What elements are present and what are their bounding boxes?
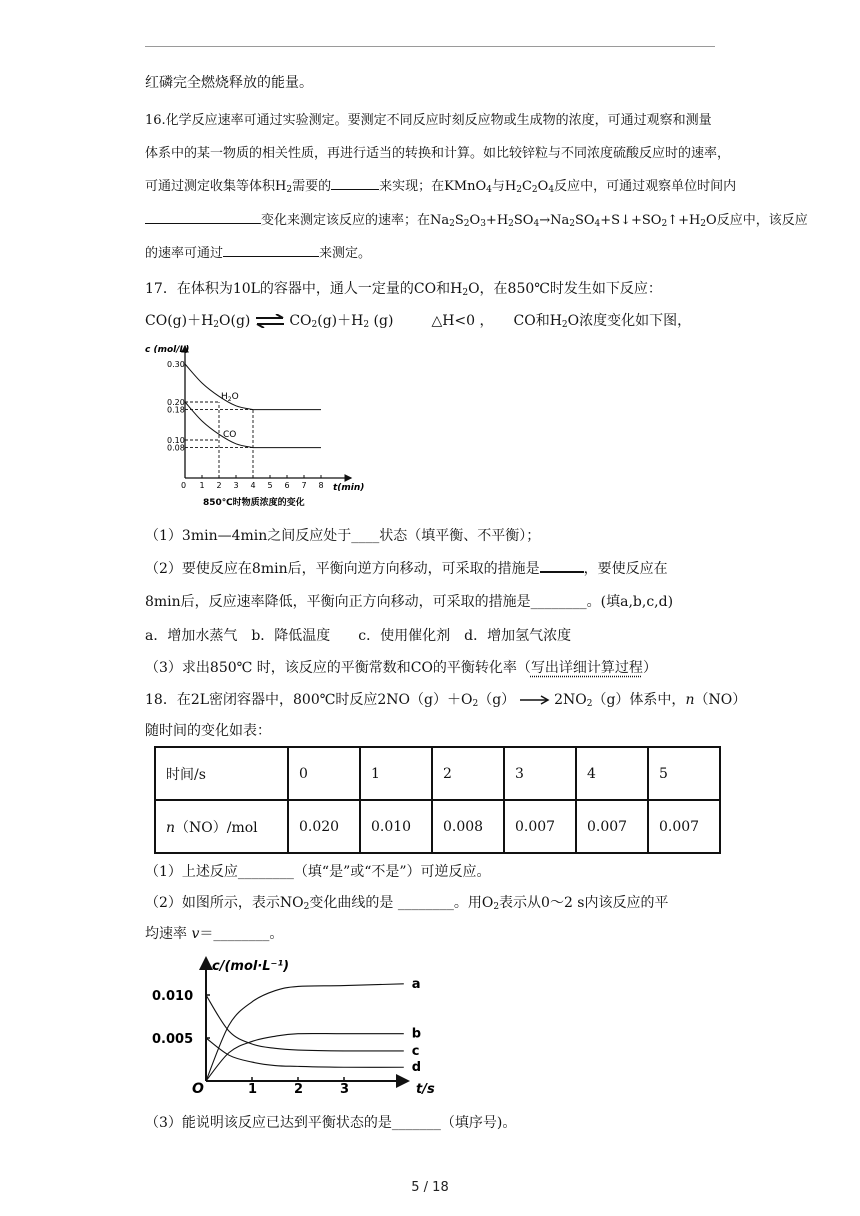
table-row-label: n（NO）/mol bbox=[155, 800, 288, 853]
series-label-a: a bbox=[411, 976, 421, 992]
q16-line-4: 变化来测定该反应的速率；在$Na_2S_2O_3+H_2SO_4\to Na_2SO_4+S↓+SO_2↑+H_2O$反应中，该反应 bbox=[145, 209, 808, 228]
q17-options: a．增加水蒸气 b．降低温度 c．使用催化剂 d．增加氢气浓度 bbox=[145, 628, 572, 644]
x-tick-label: 7 bbox=[301, 481, 307, 490]
q17-equation: $CO(g)+H_2O(g)$ $CO_2(g)+H_2$ (g) △H<0 ， CO和$H_2O$浓度变化如下图， bbox=[145, 313, 692, 330]
tick-labels bbox=[167, 360, 324, 490]
table-cell: 2 bbox=[432, 747, 504, 800]
reaction-arrow-icon bbox=[520, 695, 550, 705]
table-cell: 1 bbox=[360, 747, 432, 800]
q16-line-5: 的速率可通过 来测定。 bbox=[145, 246, 372, 261]
q16-line-1: 16.化学反应速率可通过实验测定。要测定不同反应时刻反应物或生成物的浓度，可通过观察和测量 bbox=[145, 113, 712, 128]
q15-tail: 红磷完全燃烧释放的能量。 bbox=[145, 75, 313, 91]
x-axis-label: t/s bbox=[416, 1082, 435, 1097]
q17-intro: 17．在体积为10L的容器中，通人一定量的CO和$H_2O$，在850℃时发生如下反应： bbox=[145, 281, 662, 298]
x-tick-label: 1 bbox=[199, 481, 205, 490]
blank-q17-2[interactable] bbox=[540, 559, 584, 573]
q18-part-1: （1）上述反应________（填“是”或“不是”）可逆反应。 bbox=[145, 864, 491, 880]
origin-label: O bbox=[192, 1081, 204, 1097]
q18-intro-2: 随时间的变化如表： bbox=[145, 723, 271, 739]
x-tick-label: 4 bbox=[250, 481, 256, 490]
y-axis-label: c (mol/L) bbox=[145, 345, 190, 355]
table-cell: 0.007 bbox=[576, 800, 648, 853]
table-cell: 时间/s bbox=[155, 747, 288, 800]
y-tick-label: 0.20 bbox=[167, 398, 185, 407]
table-cell: 4 bbox=[576, 747, 648, 800]
table-cell: 0.020 bbox=[288, 800, 360, 853]
q18-part-2a: （2）如图所示，表示$NO_2$变化曲线的是 ________。用$O_2$表示从0～2 s内该反应的平 bbox=[145, 895, 669, 912]
series-label-h2o: $H_2O$ bbox=[221, 392, 239, 403]
series-label-co: CO bbox=[223, 430, 237, 440]
table-cell: 0.008 bbox=[432, 800, 504, 853]
x-tick-label: 3 bbox=[340, 1082, 350, 1097]
q16-line-3: 可通过测定收集等体积$H_2$需要的 来实现；在KMnO$_4$与$H_2C_2O_4$反应中，可通过观察单位时间内 bbox=[145, 179, 737, 195]
q17-part-1: （1）3min—4min之间反应处于____状态（填平衡、不平衡）； bbox=[145, 528, 541, 544]
origin-label: 0 bbox=[181, 481, 187, 490]
blank-q16-2[interactable] bbox=[145, 211, 261, 224]
page-number: 5 / 18 bbox=[411, 1180, 449, 1195]
x-tick-label: 3 bbox=[233, 481, 239, 490]
series-label-d: d bbox=[411, 1060, 422, 1076]
header-rule bbox=[145, 46, 715, 47]
q17-part-3: （3）求出850℃ 时，该反应的平衡常数和CO的平衡转化率（写出详细计算过程） bbox=[145, 660, 657, 676]
table-row bbox=[155, 800, 720, 853]
series-line-b bbox=[206, 1034, 404, 1081]
table-cell: 5 bbox=[648, 747, 720, 800]
y-axis-label: c/(mol·L⁻¹) bbox=[212, 959, 290, 974]
table-cell: 3 bbox=[504, 747, 576, 800]
blank-q16-1[interactable] bbox=[331, 177, 379, 190]
y-tick-label: 0.010 bbox=[152, 989, 194, 1004]
y-tick-label: 0.10 bbox=[167, 436, 185, 445]
y-tick-label: 0.18 bbox=[167, 405, 185, 415]
x-axis-label: t(min) bbox=[333, 483, 365, 493]
series-label-c: c bbox=[411, 1043, 420, 1059]
q18-intro: 18．在2L密闭容器中，800℃时反应$2NO(g)+O_2(g)$ $2NO_2(g)$体系中，n（NO） bbox=[145, 692, 747, 709]
y-tick-label: 0.30 bbox=[167, 360, 185, 369]
x-tick-label: 1 bbox=[248, 1082, 258, 1097]
q18-part-2b: 均速率 v＝________。 bbox=[145, 926, 284, 942]
table-cell: 0.007 bbox=[648, 800, 720, 853]
q17-part-2b: 8min后，反应速率降低，平衡向正方向移动，可采取的措施是________。(填a,b,c,d) bbox=[145, 594, 674, 610]
equilibrium-arrow-icon bbox=[255, 314, 285, 328]
table-cell: 0.010 bbox=[360, 800, 432, 853]
y-tick-label: 0.005 bbox=[152, 1032, 194, 1047]
x-tick-label: 5 bbox=[267, 481, 273, 490]
no-amount-table bbox=[154, 746, 721, 854]
concentration-chart-850 bbox=[143, 340, 368, 510]
q18-part-3: （3）能说明该反应已达到平衡状态的是_______（填序号)。 bbox=[145, 1115, 517, 1131]
q16-line-2: 体系中的某一物质的相关性质，再进行适当的转换和计算。如比较锌粒与不同浓度硫酸反应时的速率， bbox=[145, 146, 731, 161]
x-tick-label: 8 bbox=[318, 481, 324, 490]
table-cell: 0 bbox=[288, 747, 360, 800]
y-tick-label: 0.08 bbox=[167, 443, 185, 453]
x-tick-label: 6 bbox=[284, 481, 290, 490]
chart-caption: 850℃时物质浓度的变化 bbox=[203, 498, 305, 508]
table-header-row bbox=[155, 747, 720, 800]
series-line-d bbox=[206, 1038, 404, 1067]
table-cell: 0.007 bbox=[504, 800, 576, 853]
q17-part-2a: （2）要使反应在8min后，平衡向逆方向移动，可采取的措施是 ，要使反应在 bbox=[145, 561, 668, 577]
series-label-b: b bbox=[411, 1026, 422, 1042]
series-lines bbox=[206, 977, 421, 1081]
x-tick-label: 2 bbox=[216, 481, 222, 490]
no2-concentration-chart bbox=[148, 955, 438, 1097]
series-line-c bbox=[206, 995, 404, 1051]
x-tick-label: 2 bbox=[294, 1082, 304, 1097]
series-line-h2o bbox=[185, 364, 321, 410]
blank-q16-3[interactable] bbox=[223, 244, 319, 257]
